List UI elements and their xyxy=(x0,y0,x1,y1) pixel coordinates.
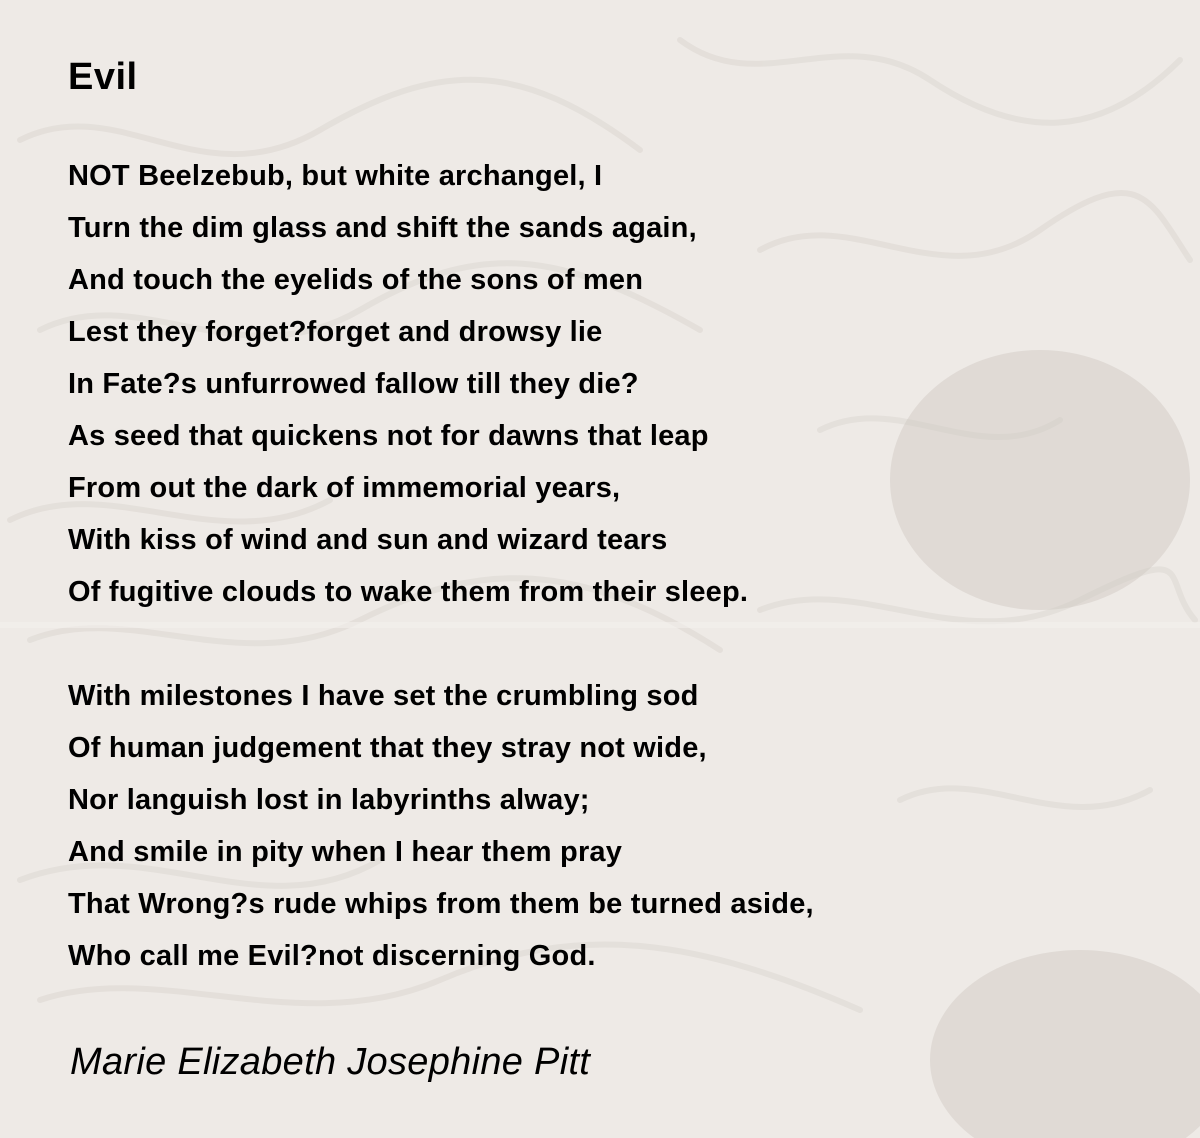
poem-line: With milestones I have set the crumbling sod xyxy=(68,680,699,712)
poem-line: Turn the dim glass and shift the sands again, xyxy=(68,212,697,244)
poem-line: Who call me Evil?not discerning God. xyxy=(68,940,596,972)
poem-line: That Wrong?s rude whips from them be turned aside, xyxy=(68,888,814,920)
poem-line: Of human judgement that they stray not wide, xyxy=(68,732,707,764)
poem-title: Evil xyxy=(68,56,138,98)
poem-line: Nor languish lost in labyrinths alway; xyxy=(68,784,590,816)
stanza-2 xyxy=(68,670,814,982)
poem-line: As seed that quickens not for dawns that leap xyxy=(68,420,709,452)
poem-line: From out the dark of immemorial years, xyxy=(68,472,621,504)
poem-line: Lest they forget?forget and drowsy lie xyxy=(68,316,603,348)
stanza-1 xyxy=(68,150,748,618)
poem-line: In Fate?s unfurrowed fallow till they die? xyxy=(68,368,639,400)
poem-line: And touch the eyelids of the sons of men xyxy=(68,264,644,296)
poem-line: Of fugitive clouds to wake them from their sleep. xyxy=(68,576,749,608)
poem-author: Marie Elizabeth Josephine Pitt xyxy=(70,1041,591,1083)
poem-line: With kiss of wind and sun and wizard tears xyxy=(68,524,668,556)
poem-line: And smile in pity when I hear them pray xyxy=(68,836,623,868)
poem-line: NOT Beelzebub, but white archangel, I xyxy=(68,160,603,192)
